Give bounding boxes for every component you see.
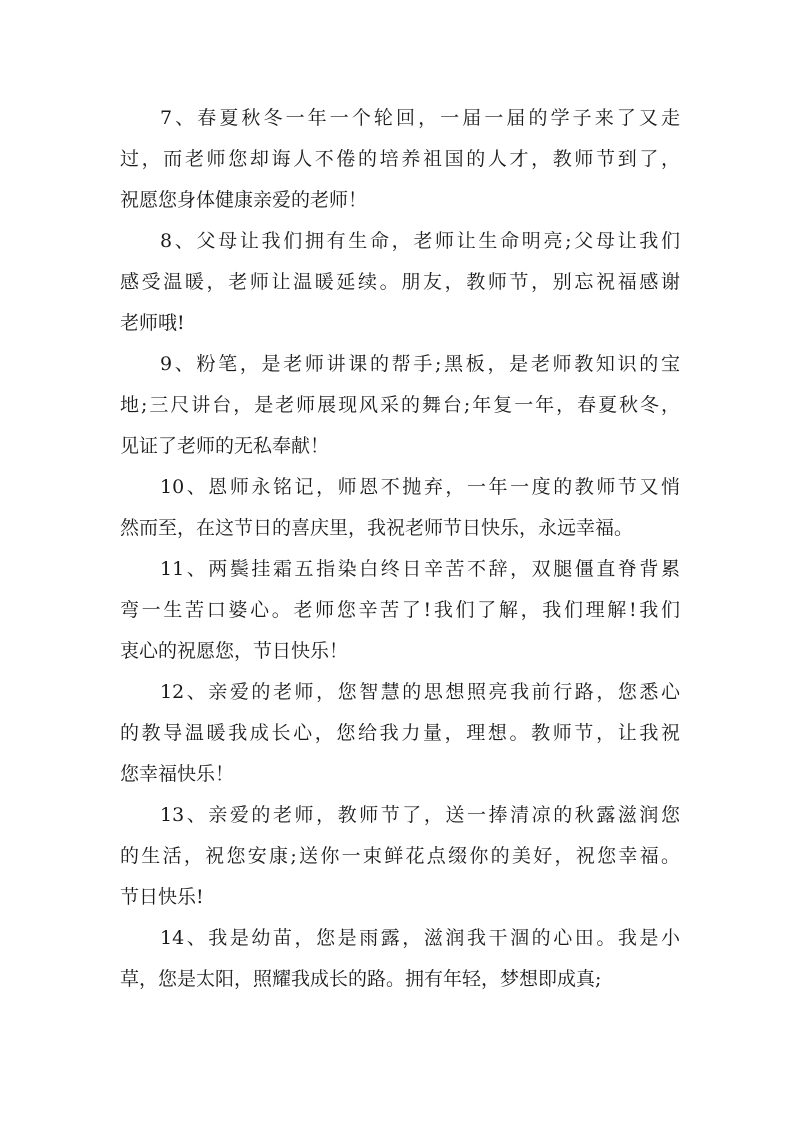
paragraph-5 (120, 549, 680, 672)
paragraph-7 (120, 795, 680, 918)
text-line: 9、粉笔，是老师讲课的帮手;黑板，是老师教知识的宝 (160, 353, 680, 375)
document-body (120, 98, 680, 1000)
text-line: 草，您是太阳，照耀我成长的路。拥有年轻，梦想即成真; (120, 968, 602, 990)
paragraph-2 (120, 221, 680, 344)
text-line: 感受温暖，老师让温暖延续。朋友，教师节，别忘祝福感谢 (120, 271, 680, 293)
text-line: 节日快乐! (120, 886, 204, 908)
text-line: 您幸福快乐！ (120, 763, 235, 785)
paragraph-4 (120, 467, 680, 549)
text-line: 地;三尺讲台，是老师展现风采的舞台;年复一年，春夏秋冬， (120, 394, 680, 416)
text-line: 8、父母让我们拥有生命，老师让生命明亮;父母让我们 (160, 230, 680, 252)
text-line: 见证了老师的无私奉献！ (120, 435, 330, 457)
text-line: 的生活，祝您安康;送你一束鲜花点缀你的美好，祝您幸福。 (120, 845, 680, 867)
text-line: 的教导温暖我成长心，您给我力量，理想。教师节，让我祝 (120, 722, 680, 744)
text-line: 13、亲爱的老师，教师节了，送一捧清凉的秋露滋润您 (160, 804, 680, 826)
paragraph-3 (120, 344, 680, 467)
text-line: 过，而老师您却诲人不倦的培养祖国的人才，教师节到了， (120, 148, 680, 170)
text-line: 11、两鬓挂霜五指染白终日辛苦不辞，双腿僵直脊背累 (160, 558, 680, 580)
text-line: 7、春夏秋冬一年一个轮回，一届一届的学子来了又走 (160, 107, 680, 129)
text-line: 14、我是幼苗，您是雨露，滋润我干涸的心田。我是小 (160, 927, 680, 949)
paragraph-8 (120, 918, 680, 1000)
text-line: 衷心的祝愿您，节日快乐！ (120, 640, 349, 662)
text-line: 祝愿您身体健康亲爱的老师！ (120, 189, 368, 211)
text-line: 12、亲爱的老师，您智慧的思想照亮我前行路，您悉心 (160, 681, 680, 703)
text-line: 然而至，在这节日的喜庆里，我祝老师节日快乐，永远幸福。 (120, 517, 634, 539)
text-line: 10、恩师永铭记，师恩不抛弃，一年一度的教师节又悄 (160, 476, 680, 498)
paragraph-6 (120, 672, 680, 795)
text-line: 老师哦! (120, 312, 185, 334)
text-line: 弯一生苦口婆心。老师您辛苦了!我们了解，我们理解!我们 (120, 599, 680, 621)
paragraph-1 (120, 98, 680, 221)
